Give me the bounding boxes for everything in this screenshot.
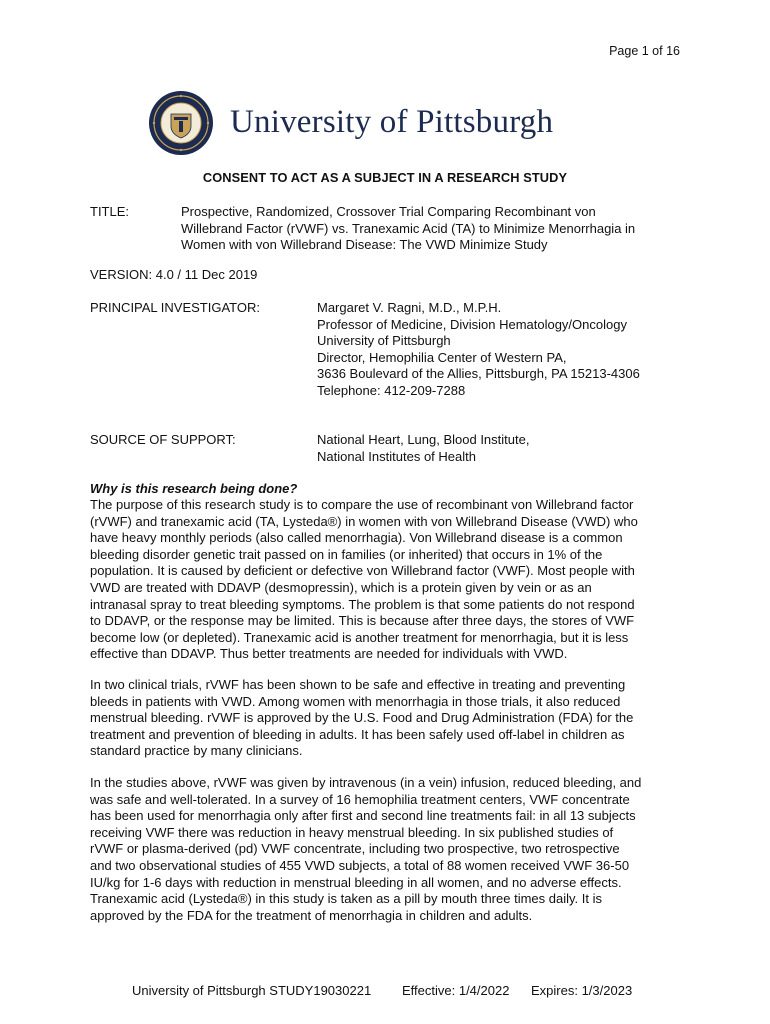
footer-study-id: University of Pittsburgh STUDY19030221 [132,983,372,998]
section-question: Why is this research being done? [90,481,298,496]
university-name: University of Pittsburgh [230,104,554,140]
support-details [317,432,529,465]
document-title: CONSENT TO ACT AS A SUBJECT IN A RESEARCH STUDY [202,170,568,185]
pi-detail-line: 3636 Boulevard of the Allies, Pittsburgh, PA 15213-4306 [317,366,640,382]
paragraph-line: and two observational studies of 455 VWD subjects, a total of 88 women received VWF 36-50 [90,857,630,873]
paragraph-line: menstrual bleeding. rVWF is approved by the U.S. Food and Drug Administration (FDA) for the [90,710,634,726]
paragraph-line: The purpose of this research study is to compare the use of recombinant von Willebrand factor [90,497,634,512]
pi-details [317,300,640,400]
paragraph-line: effective than DDAVP. Thus better treatments are needed for individuals with VWD. [90,646,568,662]
paragraph-line: VWD are treated with DDAVP (desmopressin), which is a protein given by vein or as an [90,579,592,595]
paragraph-line: bleeding disorder genetic trait passed on in families (or inherited) that occurs in 1% of the [90,546,603,562]
paragraph-line: bleeds in patients with VWD. Among women with menorrhagia in those trials, it also reduced [90,693,621,709]
paragraph-line: treatment and prevention of bleeding in adults. It has been safely used off-label in children as [90,726,625,742]
paragraph-purpose [90,497,690,663]
paragraph-line: IU/kg for 1-6 days with reduction in menstrual bleeding in all women, and no adverse effects. [90,874,622,890]
footer-expiry-date: Expires: 1/3/2023 [531,983,633,998]
pi-label: PRINCIPAL INVESTIGATOR: [90,300,260,315]
paragraph-line: In two clinical trials, rVWF has been shown to be safe and effective in treating and preventing [90,677,626,692]
paragraph-line: population. It is caused by deficient or defective von Willebrand factor (VWF). Most people with [90,563,635,579]
paragraph-line: approved by the FDA for the treatment of menorrhagia in children and adults. [90,907,533,923]
study-title-line: Prospective, Randomized, Crossover Trial Comparing Recombinant von [181,204,596,219]
pi-detail-line: Margaret V. Ragni, M.D., M.P.H. [317,300,502,315]
paragraph-line: become low (or depleted). Tranexamic acid is another treatment for menorrhagia, but it is less [90,629,629,645]
paragraph-line: In the studies above, rVWF was given by intravenous (in a vein) infusion, reduced bleeding, and [90,775,642,790]
university-seal-icon [148,90,214,156]
paragraph-line: has been used for menorrhagia only after first and second line treatments fail: in all 13 subjects [90,808,636,824]
paragraph-line: to DDAVP, or the response may be limited. This is because after three days, the stores of VWF [90,613,635,629]
paragraph-line: receiving VWF there was reduction in heavy menstrual bleeding. In six published studies of [90,824,614,840]
study-title-line: Women with von Willebrand Disease: The VWD Minimize Study [181,237,548,253]
paragraph-studies [90,775,690,924]
paragraph-line: intranasal spray to treat bleeding symptoms. The problem is that some patients do not respond [90,596,635,612]
page-number: Page 1 of 16 [609,44,680,58]
paragraph-line: rVWF or plasma-derived (pd) VWF concentrate, including two prospective, two retrospective [90,841,620,857]
paragraph-line: was safe and well-tolerated. In a survey of 16 hemophilia treatment centers, VWF concentrate [90,791,630,807]
paragraph-clinical-trials [90,677,690,760]
paragraph-line: standard practice by many clinicians. [90,743,303,759]
study-title-line: Willebrand Factor (rVWF) vs. Tranexamic Acid (TA) to Minimize Menorrhagia in [181,220,636,236]
footer-effective-date: Effective: 1/4/2022 [402,983,510,998]
support-line: National Heart, Lung, Blood Institute, [317,432,530,447]
paragraph-line: (rVWF) and tranexamic acid (TA, Lysteda®) in women with von Willebrand Disease (VWD) who [90,513,638,529]
support-line: National Institutes of Health [317,448,476,464]
paragraph-line: Tranexamic acid (Lysteda®) in this study is taken as a pill by mouth three times daily. It is [90,891,602,907]
support-label: SOURCE OF SUPPORT: [90,432,236,447]
title-label: TITLE: [90,204,130,219]
pi-detail-line: Telephone: 412-209-7288 [317,382,466,398]
pi-detail-line: University of Pittsburgh [317,333,451,349]
version-line: VERSION: 4.0 / 11 Dec 2019 [90,267,258,282]
pi-detail-line: Professor of Medicine, Division Hematology/Oncology [317,316,627,332]
study-title [181,204,635,254]
pi-detail-line: Director, Hemophilia Center of Western PA, [317,349,567,365]
paragraph-line: have heavy monthly periods (also called menorrhagia). Von Willebrand disease is a common [90,530,623,546]
